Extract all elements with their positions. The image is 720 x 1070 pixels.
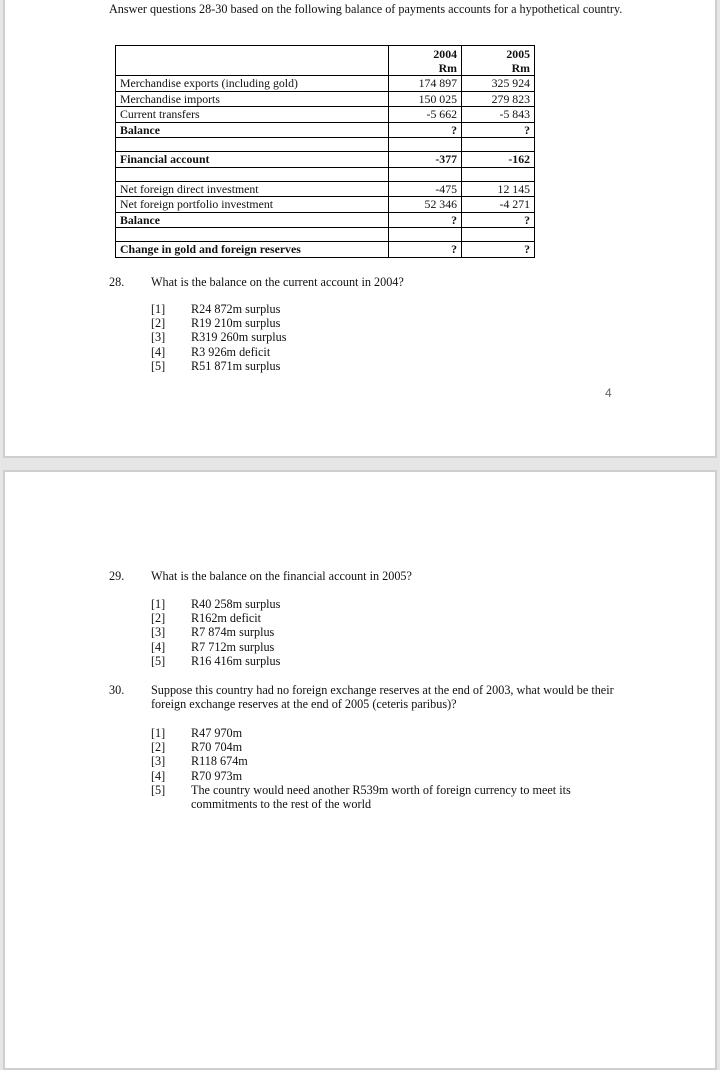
value-2005: ? (462, 242, 535, 258)
value-2005: -5 843 (462, 107, 535, 123)
question-number: 30. (109, 683, 125, 697)
table-row (116, 181, 535, 197)
row-label: Net foreign direct investment (116, 181, 389, 197)
header-2004: 2004 Rm (389, 46, 462, 76)
table-row (116, 76, 535, 92)
question-number: 29. (109, 569, 125, 583)
value-2004: ? (389, 212, 462, 228)
value-2005: 12 145 (462, 181, 535, 197)
question-text: Suppose this country had no foreign exchange reserves at the end of 2003, what would be their foreign exchange reserves at the end of 2005 (ceteris paribus)? (151, 683, 614, 711)
table-row (116, 107, 535, 123)
value-2004: -475 (389, 181, 462, 197)
table-row-current-balance (116, 122, 535, 138)
row-label: Net foreign portfolio investment (116, 197, 389, 213)
document-page-2: 29. What is the balance on the financial account in 2005? [1] R40 258m surplus [2] R162m deficit [3] R7 874m surplus [4] R7 712m surplus [5] R16 416m surplus 30. Suppose this country had no foreign exchange reserves at the end of 2003, what would be their foreign exchange reserves at the end of 2005 (ceteris paribus)? [1] R47 970m [2] R70 704m [3] R118 674m [4] R70 973m [5] The country would need another R539m worth of foreign currency to meet its commitments to the rest of the world (3, 470, 717, 1070)
balance-of-payments-table (115, 45, 535, 258)
table-spacer-row (116, 138, 535, 152)
row-label: Financial account (116, 152, 389, 168)
value-2005: ? (462, 122, 535, 138)
value-2005: 325 924 (462, 76, 535, 92)
value-2004: -377 (389, 152, 462, 168)
row-label: Balance (116, 212, 389, 228)
row-label: Merchandise exports (including gold) (116, 76, 389, 92)
value-2004: 150 025 (389, 91, 462, 107)
table-spacer-row (116, 228, 535, 242)
document-page-1: Answer questions 28-30 based on the following balance of payments accounts for a hypothetical country. 2004 Rm 2005 Rm Merchandise exports (including gold) 174 897 325 924 Merchandise imports 150 025 279 823 Current transfers -5 662 -5 843 Balance ? ? Financial account -377 -162 Net foreign direct investment -475 12 145 Net foreign portfolio investment 52 346 -4 271 Balance ? ? Change in gold and foreign reserves ? ? 28. What is the balance on the current account in 2004? [1] R24 872m surplus [2] R19 210m surplus [3] R319 260m surplus [4] R3 926m deficit [5] R51 871m surplus 4 (3, 0, 717, 458)
value-2005: -162 (462, 152, 535, 168)
table-row (116, 197, 535, 213)
table-header-row (116, 46, 535, 76)
table-row-capital-balance (116, 212, 535, 228)
table-row-financial-account (116, 152, 535, 168)
page-number: 4 (605, 386, 612, 400)
row-label: Current transfers (116, 107, 389, 123)
value-2004: 174 897 (389, 76, 462, 92)
row-label: Change in gold and foreign reserves (116, 242, 389, 258)
value-2005: ? (462, 212, 535, 228)
table-row-reserves-change (116, 242, 535, 258)
value-2004: ? (389, 242, 462, 258)
value-2004: -5 662 (389, 107, 462, 123)
value-2004: 52 346 (389, 197, 462, 213)
question-text: What is the balance on the current account in 2004? (151, 275, 404, 289)
header-blank-cell (116, 46, 389, 76)
value-2004: ? (389, 122, 462, 138)
question-number: 28. (109, 275, 125, 289)
table-spacer-row (116, 167, 535, 181)
table-row (116, 91, 535, 107)
value-2005: -4 271 (462, 197, 535, 213)
instructions-text: Answer questions 28-30 based on the following balance of payments accounts for a hypothetical country. (109, 2, 623, 16)
row-label: Balance (116, 122, 389, 138)
value-2005: 279 823 (462, 91, 535, 107)
question-text: What is the balance on the financial account in 2005? (151, 569, 412, 583)
row-label: Merchandise imports (116, 91, 389, 107)
header-2005: 2005 Rm (462, 46, 535, 76)
